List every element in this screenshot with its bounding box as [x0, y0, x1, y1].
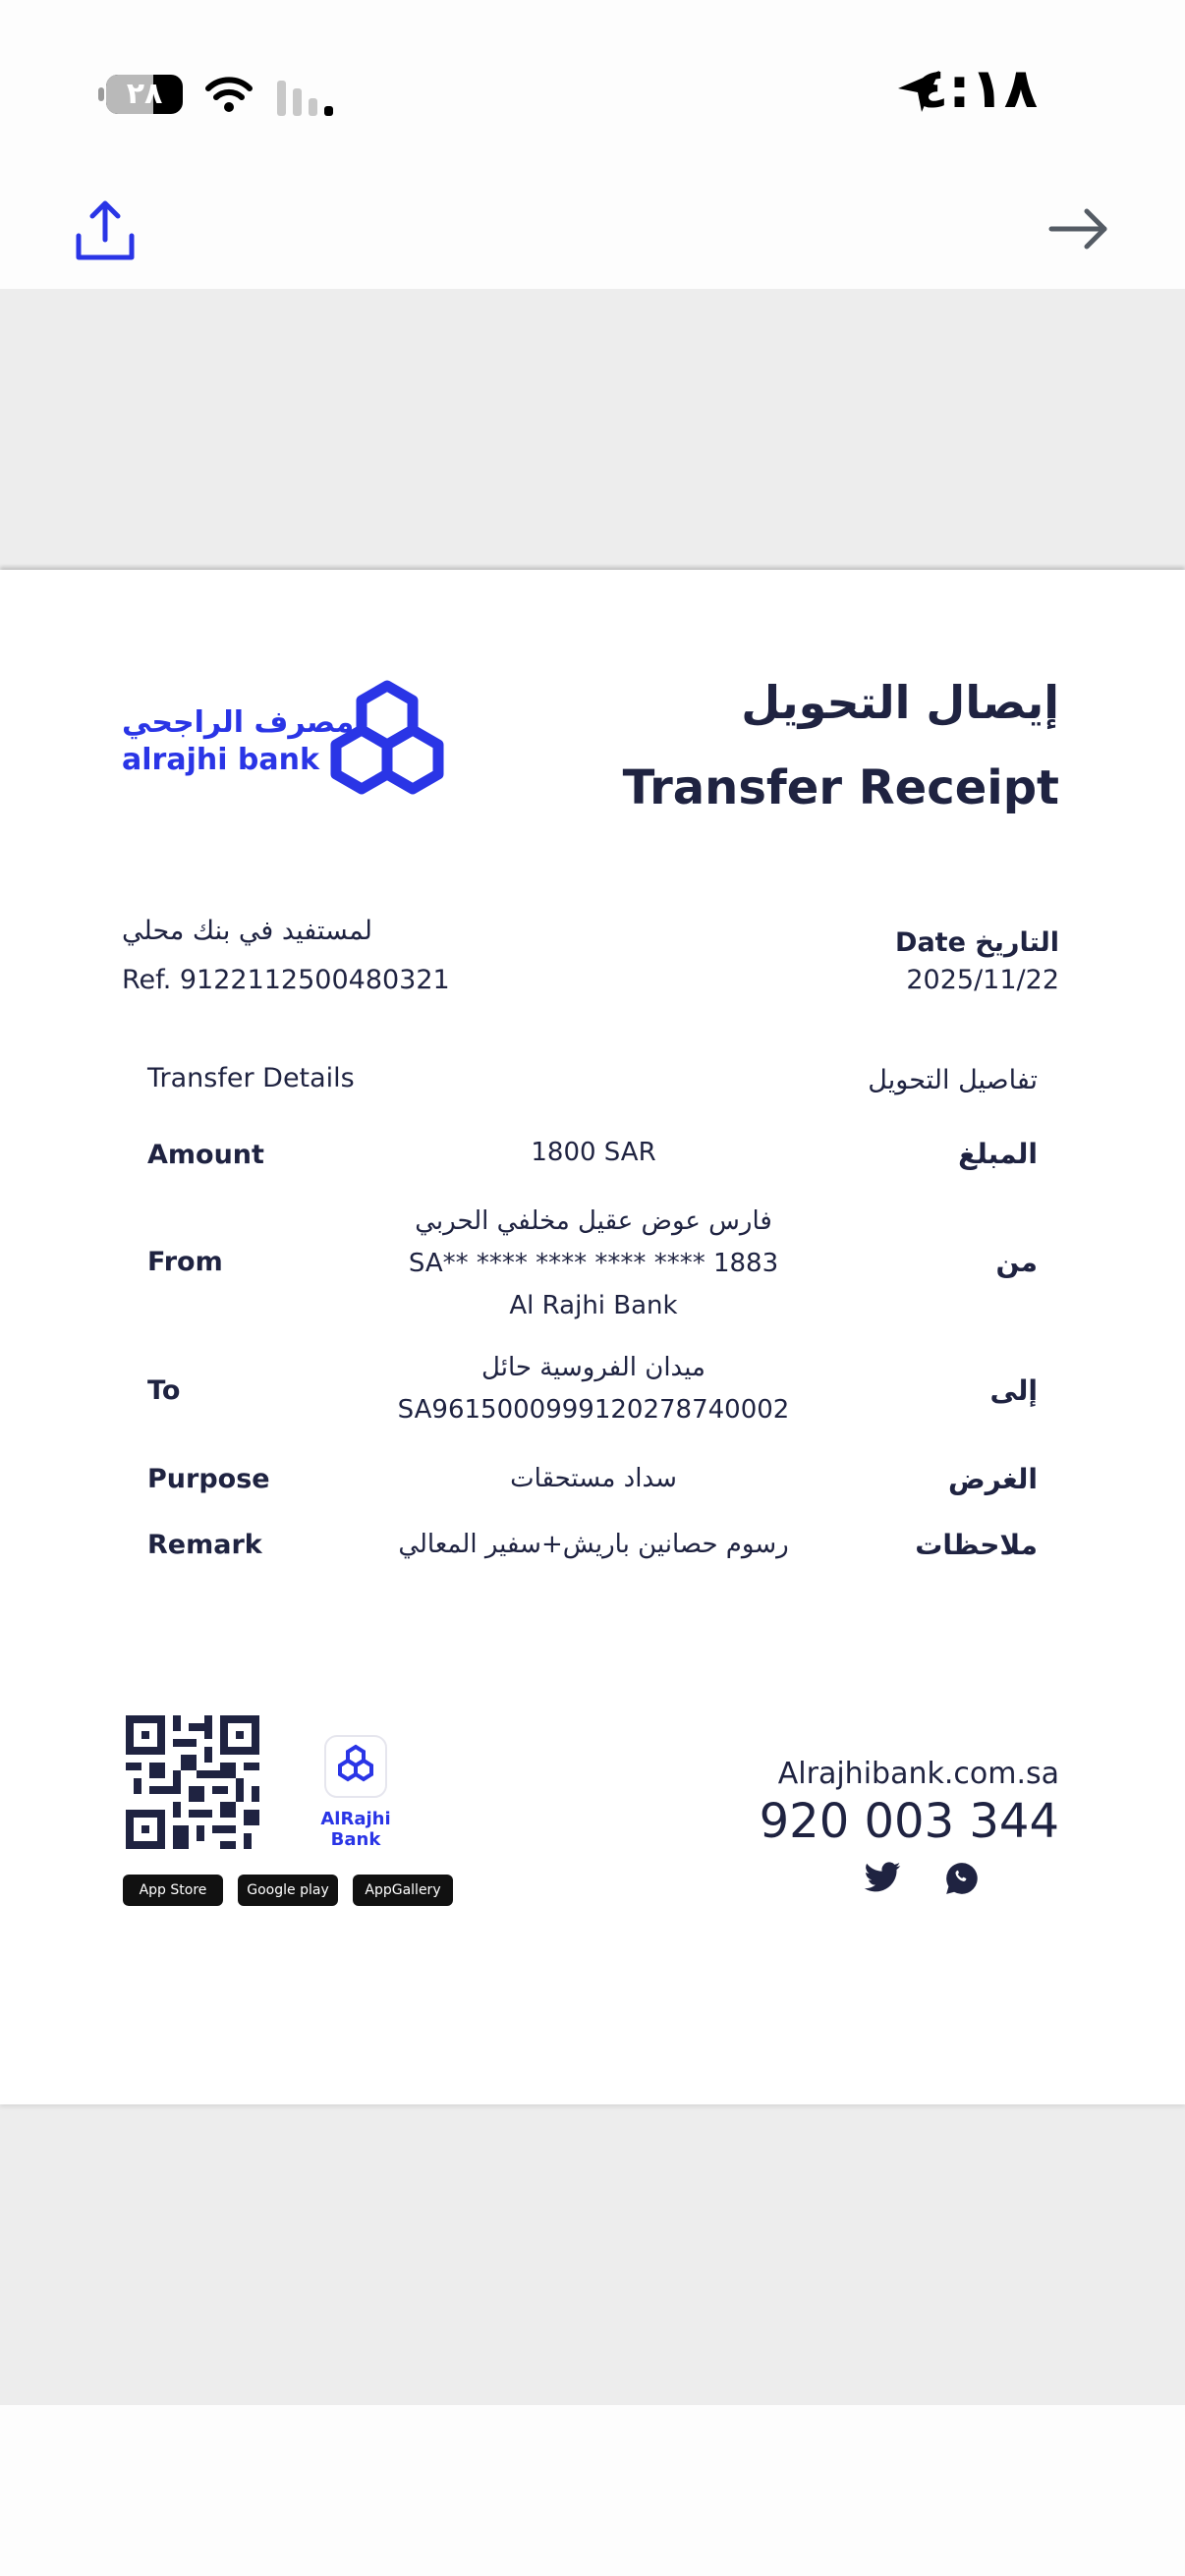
receipt-title-ar: إيصال التحويل — [741, 676, 1059, 729]
to-label-ar: إلى — [989, 1374, 1038, 1407]
battery-level: ٢٨ — [126, 77, 163, 111]
beneficiary-type: لمستفيد في بنك محلي — [122, 916, 372, 946]
alrajhi-logo-icon — [324, 678, 450, 804]
amount-label-en: Amount — [147, 1140, 264, 1170]
appgallery-badge[interactable]: AppGallery — [353, 1875, 453, 1906]
app-store-badge[interactable]: App Store — [123, 1875, 223, 1906]
purpose-value: سداد مستحقات — [510, 1464, 677, 1493]
viewer-background-bottom — [0, 2104, 1185, 2405]
amount-value: 1800 SAR — [531, 1138, 656, 1167]
viewer-background-top — [0, 289, 1185, 570]
google-play-badge[interactable]: Google play — [238, 1875, 338, 1906]
whatsapp-icon — [943, 1860, 981, 1897]
battery-indicator — [106, 75, 183, 114]
purpose-label-en: Purpose — [147, 1464, 270, 1494]
twitter-icon — [863, 1862, 902, 1895]
date-label: Date التاريخ — [895, 927, 1059, 958]
status-time: ٤:١٨ — [915, 57, 1038, 121]
qr-code-icon — [126, 1715, 259, 1849]
from-account: SA** **** **** **** **** 1883 — [408, 1249, 779, 1278]
to-label-en: To — [147, 1375, 181, 1406]
remark-value: رسوم حصانين باريش+سفير المعالي — [398, 1530, 789, 1559]
bank-website: Alrajhibank.com.sa — [777, 1757, 1059, 1791]
signal-icon — [277, 77, 338, 116]
from-name: فارس عوض عقيل مخلفي الحربي — [415, 1206, 772, 1236]
to-iban: SA9615000999120278740002 — [397, 1395, 790, 1425]
remark-label-ar: ملاحظات — [915, 1529, 1038, 1561]
from-label-en: From — [147, 1247, 223, 1277]
arrow-right-icon[interactable] — [1047, 204, 1110, 253]
bank-logo-text-ar: مصرف الراجحي — [122, 705, 355, 740]
to-name: ميدان الفروسية حائل — [481, 1353, 705, 1382]
bank-phone: 920 003 344 — [759, 1794, 1059, 1849]
wifi-icon — [204, 73, 254, 114]
app-name: AlRajhi Bank — [320, 1809, 391, 1850]
receipt-title-en: Transfer Receipt — [622, 760, 1059, 815]
date-value: 2025/11/22 — [906, 965, 1059, 995]
from-bank: Al Rajhi Bank — [509, 1291, 678, 1320]
bank-logo-text-en: alrajhi bank — [122, 743, 319, 777]
share-icon[interactable] — [71, 196, 140, 265]
amount-label-ar: المبلغ — [958, 1138, 1038, 1170]
toolbar — [0, 187, 1185, 289]
reference-number: Ref. 9122112500480321 — [122, 965, 450, 995]
transfer-details-heading-en: Transfer Details — [147, 1063, 355, 1093]
from-label-ar: من — [995, 1246, 1038, 1278]
remark-label-en: Remark — [147, 1530, 262, 1560]
alrajhi-app-icon — [324, 1735, 387, 1798]
transfer-details-heading-ar: تفاصيل التحويل — [868, 1065, 1038, 1095]
battery-nub — [98, 87, 104, 101]
purpose-label-ar: الغرض — [948, 1463, 1038, 1495]
